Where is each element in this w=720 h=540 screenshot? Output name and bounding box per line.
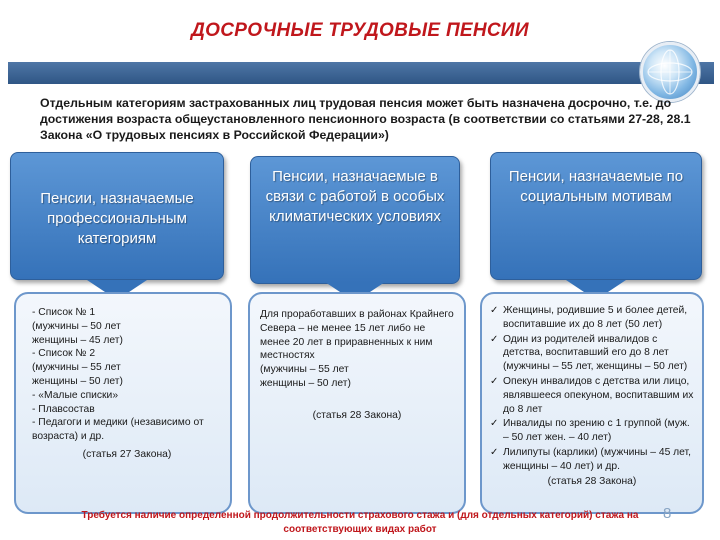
age-men: (мужчины – 55 лет: [260, 364, 349, 376]
header-social: Пенсии, назначаемые по социальным мотивам: [490, 152, 702, 280]
header-climatic: Пенсии, назначаемые в связи с работой в особых климатических условиях: [250, 156, 460, 284]
list-item-text: Инвалиды по зрению с 1 группой (муж. – 50 лет жен. – 40 лет): [503, 418, 690, 444]
list-item-text: Женщины, родившие 5 и более детей, воспитавшие их до 8 лет (50 лет): [503, 305, 688, 330]
list-item: - «Малые списки»: [32, 389, 119, 401]
card-professional: [14, 292, 232, 514]
check-icon: ✓: [490, 446, 499, 458]
list-item-text: Лилипуты (карлики) (мужчины – 45 лет, женщины – 40 лет) и др.: [503, 446, 691, 472]
check-icon: ✓: [490, 305, 499, 316]
law-reference: (статья 28 Закона): [312, 409, 402, 421]
card-social: [480, 292, 704, 514]
page-number: 8: [663, 505, 672, 522]
intro-text: Отдельным категориям застрахованных лиц трудовая пенсия может быть назначена досрочно, т.е. до достижения возраста общеустановленного пенсионного возраста (в соответствии со статьями 27-28, 28.1 Закона «О трудовых пенсиях в Российской Федерации»): [40, 96, 691, 142]
list-item-text: Один из родителей инвалидов с детства, воспитавший его до 8 лет (мужчины – 55 лет, женщины – 50 лет): [503, 333, 688, 373]
list-item: [490, 446, 694, 474]
social-list: [490, 304, 694, 474]
list-item: (мужчины – 55 лет: [32, 362, 121, 374]
list-item-text: Опекун инвалидов с детства или лицо, являвшееся опекуном, воспитавшим их до 8 лет: [503, 375, 694, 415]
list-item: [490, 333, 694, 374]
list-item: - Список № 1: [32, 307, 96, 318]
card-climatic: [248, 292, 466, 514]
check-icon: ✓: [490, 375, 499, 387]
age-women: женщины – 50 лет): [260, 377, 351, 389]
check-icon: ✓: [490, 418, 499, 430]
list-item: [490, 417, 694, 445]
header-professional: Пенсии, назначаемые профессиональным категориям: [10, 152, 224, 280]
list-item: [490, 304, 694, 332]
check-icon: ✓: [490, 333, 499, 345]
law-reference: (статья 28 Закона): [547, 475, 637, 487]
list-item: - Список № 2: [32, 348, 96, 360]
professional-list: [32, 306, 222, 444]
header-bar: [8, 62, 714, 84]
page-title: ДОСРОЧНЫЕ ТРУДОВЫЕ ПЕНСИИ: [191, 20, 529, 41]
list-item: женщины – 45 лет): [32, 334, 123, 346]
climatic-text: Для проработавших в районах Крайнего Севера – не менее 15 лет либо не менее 20 лет в приравненных к ним местностях: [260, 309, 454, 362]
footer-note: Требуется наличие определенной продолжительности страхового стажа и (для отдельных категорий) стажа на соответствующих видах работ: [81, 510, 639, 535]
law-reference: (статья 27 Закона): [82, 448, 172, 460]
list-item: - Плавсостав: [32, 403, 95, 415]
globe-icon: [640, 42, 700, 102]
list-item: [490, 375, 694, 416]
list-item: женщины – 50 лет): [32, 375, 123, 387]
list-item: (мужчины – 50 лет: [32, 320, 121, 332]
list-item: - Педагоги и медики (независимо от возраста) и др.: [32, 417, 204, 443]
